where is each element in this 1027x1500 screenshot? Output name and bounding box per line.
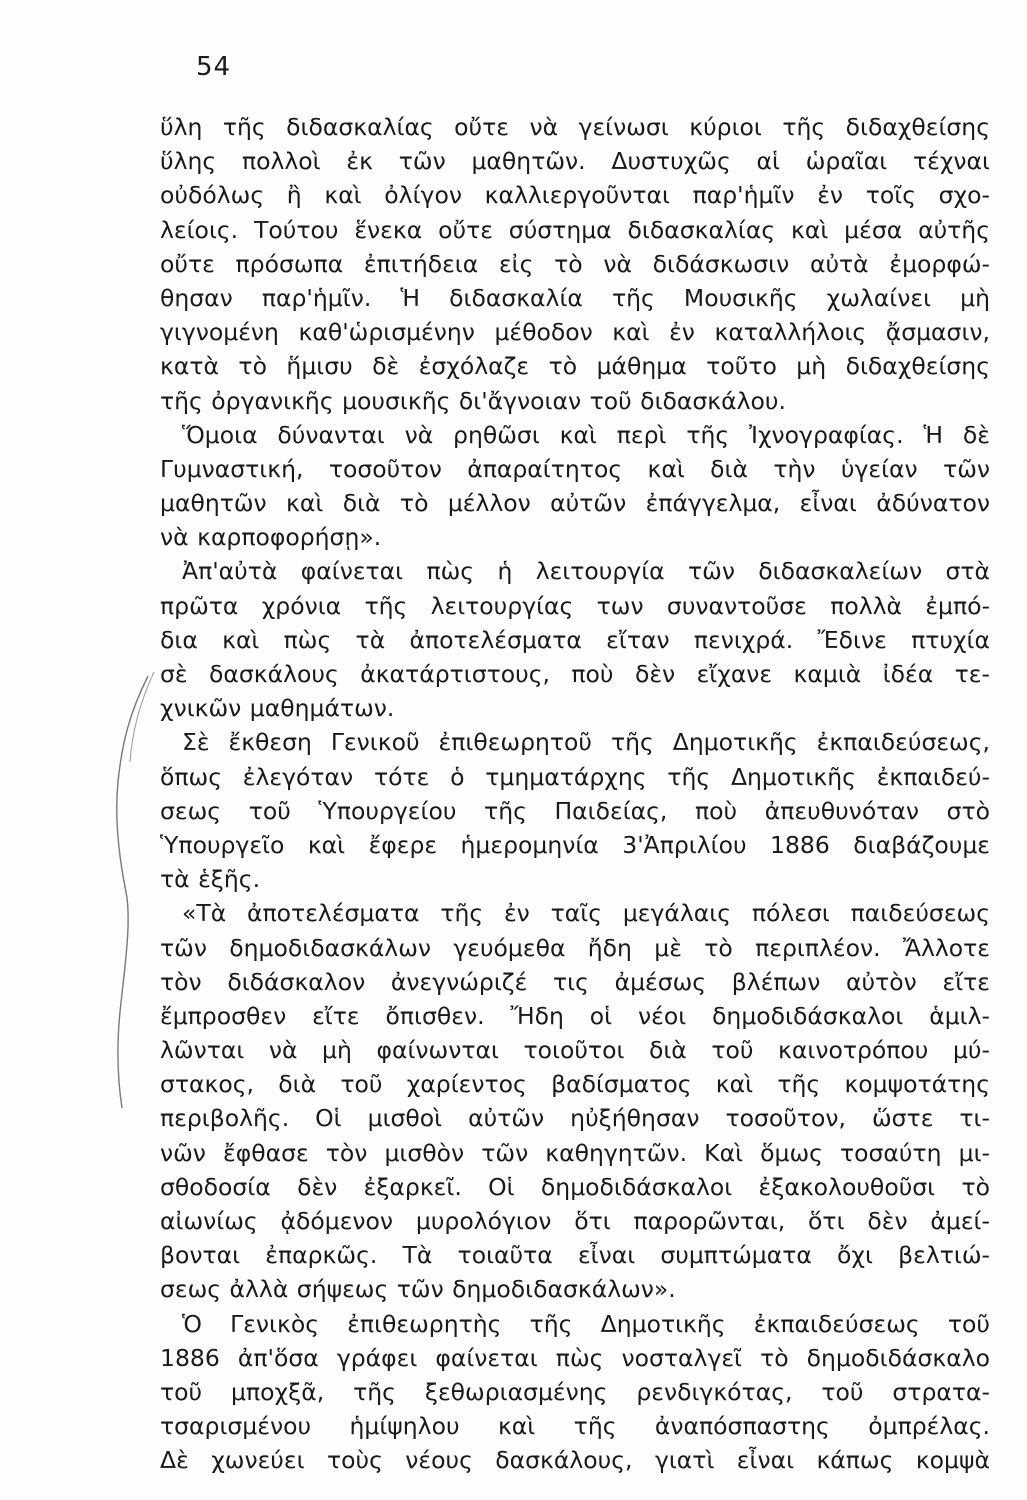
text-line: Δὲ χωνεύει τοὺς νέους δασκάλους, γιατὶ εἶναι κάπως κομψὰ <box>160 1446 990 1475</box>
text-line: σεως τοῦ Ὑπουργείου τῆς Παιδείας, ποὺ ἀπευθυνόταν στὸ <box>160 796 990 825</box>
text-line: δια καὶ πὼς τὰ ἀποτελέσματα εἴταν πενιχρά. Ἔδινε πτυχία <box>160 625 990 654</box>
text-line: θησαν παρ'ἡμῖν. Ἡ διδασκαλία τῆς Μουσικῆς χωλαίνει μὴ <box>160 283 990 312</box>
text-line: Ὁ Γενικὸς ἐπιθεωρητὴς τῆς Δημοτικῆς ἐκπαιδεύσεως τοῦ <box>182 1309 990 1338</box>
text-line: σθοδοσία δὲν ἐξαρκεῖ. Οἱ δημοδιδάσκαλοι ἐξακολουθοῦσι τὸ <box>160 1172 990 1201</box>
text-line: περιβολῆς. Οἱ μισθοὶ αὐτῶν ηὐξήθησαν τοσοῦτον, ὥστε τι- <box>160 1104 990 1133</box>
text-line: ὕλης πολλοὶ ἐκ τῶν μαθητῶν. Δυστυχῶς αἱ ὡραῖαι τέχναι <box>160 147 990 176</box>
text-line: σὲ δασκάλους ἀκατάρτιστους, ποὺ δὲν εἴχανε καμιὰ ἰδέα τε- <box>160 660 990 688</box>
text-line: Γυμναστική, τοσοῦτον ἀπαραίτητος καὶ διὰ τὴν ὑγείαν τῶν <box>160 454 990 483</box>
text-line: Σὲ ἔκθεση Γενικοῦ ἐπιθεωρητοῦ τῆς Δημοτικῆς ἐκπαιδεύσεως, <box>182 728 990 757</box>
text-line: ἔμπροσθεν εἴτε ὄπισθεν. Ἤδη οἱ νέοι δημοδιδάσκαλοι ἁμιλ- <box>160 1001 990 1030</box>
text-line: νῶν ἔφθασε τὸν μισθὸν τῶν καθηγητῶν. Καὶ ὅμως τοσαύτη μι- <box>160 1138 990 1167</box>
text-line: τσαρισμένου ἡμίψηλου καὶ τῆς ἀναπόσπαστης ὀμπρέλας. <box>160 1412 990 1441</box>
text-line: Ὑπουργεῖο καὶ ἔφερε ἡμερομηνία 3'Ἀπριλίου 1886 διαβάζουμε <box>160 830 990 859</box>
text-line: λείοις. Τούτου ἕνεκα οὔτε σύστημα διδασκαλίας καὶ μέσα αὐτῆς <box>160 215 990 244</box>
text-line: τοῦ μποχξᾶ, τῆς ξεθωριασμένης ρενδιγκότας, τοῦ στρατα- <box>160 1377 990 1406</box>
text-line: αἰωνίως ᾀδόμενον μυρολόγιον ὅτι παρορῶνται, ὅτι δὲν ἀμεί- <box>160 1207 990 1235</box>
text-line: λῶνται νὰ μὴ φαίνωνται τοιοῦτοι διὰ τοῦ καινοτρόπου μύ- <box>160 1036 990 1065</box>
text-line: οὐδόλως ἢ καὶ ὀλίγον καλλιεργοῦνται παρ'ἡμῖν ἐν τοῖς σχο- <box>160 181 990 210</box>
text-line: χνικῶν μαθημάτων. <box>160 694 395 723</box>
text-line: Ὅμοια δύνανται νὰ ρηθῶσι καὶ περὶ τῆς Ἰχνογραφίας. Ἡ δὲ <box>182 420 990 449</box>
text-line: γιγνομένη καθ'ὡρισμένην μέθοδον καὶ ἐν καταλλήλοις ᾄσμασιν, <box>160 318 990 347</box>
text-line: οὔτε πρόσωπα ἐπιτήδεια εἰς τὸ νὰ διδάσκωσιν αὐτὰ ἐμορφώ- <box>160 249 990 278</box>
text-line: μαθητῶν καὶ διὰ τὸ μέλλον αὐτῶν ἐπάγγελμα, εἶναι ἀδύνατον <box>160 489 990 518</box>
text-line: κατὰ τὸ ἥμισυ δὲ ἐσχόλαζε τὸ μάθημα τοῦτο μὴ διδαχθείσης <box>160 352 990 381</box>
text-line: τῆς ὀργανικῆς μουσικῆς δι'ἄγνοιαν τοῦ διδασκάλου. <box>160 386 786 415</box>
text-line: τὸν διδάσκαλον ἀνεγνώριζέ τις ἀμέσως βλέπων αὐτὸν εἴτε <box>160 967 990 996</box>
text-line: ὕλη τῆς διδασκαλίας οὔτε νὰ γείνωσι κύριοι τῆς διδαχθείσης <box>160 113 990 141</box>
text-line: «Τὰ ἀποτελέσματα τῆς ἐν ταῖς μεγάλαις πόλεσι παιδεύσεως <box>182 899 990 928</box>
text-line: Ἀπ'αὐτὰ φαίνεται πὼς ἡ λειτουργία τῶν διδασκαλείων στὰ <box>182 557 990 586</box>
page-number: 54 <box>196 52 232 82</box>
text-line: ὅπως ἐλεγόταν τότε ὁ τμηματάρχης τῆς Δημοτικῆς ἐκπαιδεύ- <box>160 762 990 791</box>
text-line: τὰ ἑξῆς. <box>160 865 261 894</box>
text-line: 1886 ἀπ'ὅσα γράφει φαίνεται πὼς νοσταλγεῖ τὸ δημοδιδάσκαλο <box>160 1343 990 1372</box>
margin-pencil-mark <box>100 672 160 1112</box>
text-line: πρῶτα χρόνια τῆς λειτουργίας των συναντοῦσε πολλὰ ἐμπό- <box>160 591 990 620</box>
text-line: σεως ἀλλὰ σήψεως τῶν δημοδιδασκάλων». <box>160 1275 676 1304</box>
text-line: βονται ἐπαρκῶς. Τὰ τοιαῦτα εἶναι συμπτώματα ὄχι βελτιώ- <box>160 1241 990 1270</box>
text-line: νὰ καρποφορήσῃ». <box>160 523 382 552</box>
text-line: τῶν δημοδιδασκάλων γευόμεθα ἤδη μὲ τὸ περιπλέον. Ἄλλοτε <box>160 933 990 962</box>
body-text <box>160 110 990 1478</box>
text-line: στακος, διὰ τοῦ χαρίεντος βαδίσματος καὶ τῆς κομψοτάτης <box>160 1070 990 1099</box>
